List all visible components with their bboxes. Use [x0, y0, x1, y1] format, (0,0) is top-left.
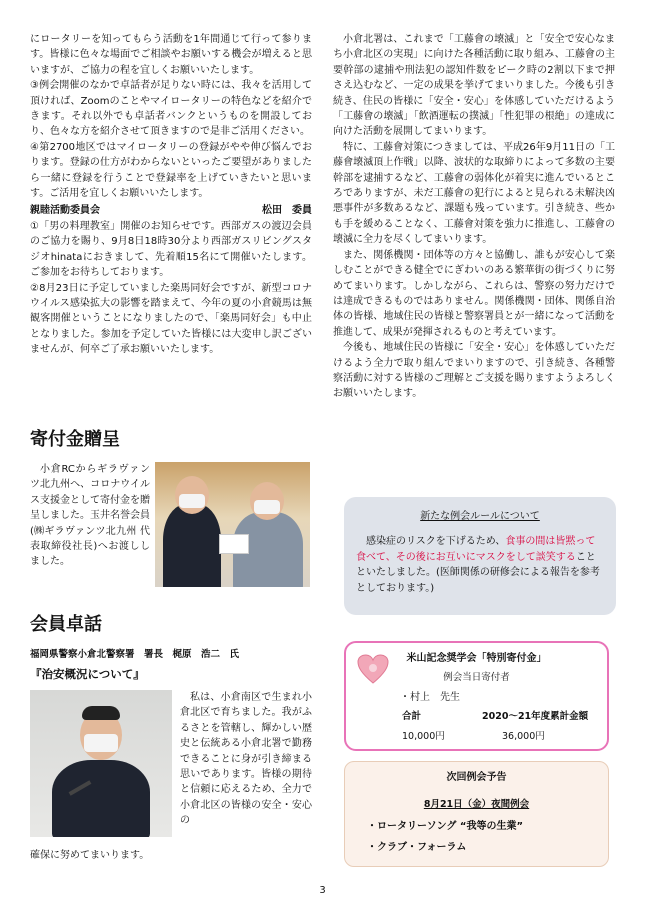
donation-text: 小倉RCからギラヴァンツ北九州へ、コロナウイルス支援金として寄付金を贈呈しました。玉井名誉会員(㈱ギラヴァンツ北九州 代表取締役社長)へお渡ししました。 [30, 464, 150, 568]
mask-left [179, 494, 205, 508]
donation-heading: 寄付金贈呈 [30, 429, 120, 450]
friendship-paragraph-1: ①「男の料理教室」開催のお知らせです。西部ガスの渡辺会員のご協力を賜り、9月8日18時30分より西部ガスリビングスタジオhinataにおきまして、先着順15名にて開催いたします。ご参加をお待ちしております。 [30, 220, 312, 279]
notice-text-after: ことといたしました。(医師関係の研修会による報告を参考としております。) [356, 551, 600, 594]
mask-right [254, 500, 280, 514]
talk-heading: 会員卓話 [30, 614, 102, 635]
next-meeting-box [344, 761, 609, 867]
page-number: 3 [319, 885, 326, 896]
next-meeting-date: 8月21日（金）夜間例会 [423, 799, 530, 811]
speaker-body [52, 760, 150, 837]
talk-text-after-block [30, 848, 312, 863]
right-paragraph-2: 特に、工藤會対策につきましては、平成26年9月11日の「工藤會壊滅頂上作戦」以降、波状的な取締りによって多数の主要幹部を逮捕するなど、工藤會の弱体化が着実に進んでいるところでありますが、未だ工藤會の犯行によると見られる未解決凶悪事件が多数あるなど、課題も残っています。引き続き、些かも手を緩めることなく、工藤會対策を強力に推進し、工藤會の壊滅に全力を尽くしてまいります。 [333, 141, 615, 246]
fund-total-label: 合計 [402, 711, 422, 723]
friendship-committee-title: 親睦活動委員会 [30, 205, 100, 217]
right-paragraph-1: 小倉北署は、これまで「工藤會の壊滅」と「安全で安心なまち小倉北区の実現」に向けた各種活動に取り組み、工藤會の主要幹部の逮捕や刑法犯の認知件数をピーク時の2割以下まで押さえ込むなど、一定の成果を挙げてまいりました。今後も引き続き、住民の皆様に「安全・安心」を体感していただけるよう「工藤會の壊滅」「飲酒運転の撲滅」「性犯罪の根絶」の達成に向けた活動を展開してまいります。 [333, 34, 615, 138]
yoneyama-fund-box [344, 641, 609, 751]
friendship-committee-person: 松田 委員 [262, 205, 312, 217]
heart-icon [356, 653, 390, 687]
person-left [163, 504, 221, 587]
next-meeting-title: 次回例会予告 [446, 772, 507, 783]
notice-text-before: 感染症のリスクを下げるため、 [366, 536, 506, 548]
notice-body [356, 534, 604, 596]
intro-paragraph-2: ③例会開催のなかで卓話者が足りない時には、我々を活用して頂ければ、Zoomのことやマイロータリーの特色などを紹介できます。それ以外でも卓話者バンクというものを開設しており、色々な方を紹介させて頂きますので是非ご活用ください。 [30, 80, 312, 138]
fund-cumulative-label: 2020～21年度累計金額 [482, 711, 589, 723]
fund-donor: ・村上 先生 [400, 691, 460, 703]
fund-subtitle: 例会当日寄付者 [443, 672, 510, 684]
fund-cumulative-value: 36,000円 [502, 730, 545, 742]
speaker-mask [84, 734, 118, 752]
speaker-photo [30, 690, 172, 837]
right-column [333, 32, 615, 402]
notice-title: 新たな例会ルールについて [420, 511, 540, 522]
next-meeting-item-1: ・ロータリーソング “我等の生業” [367, 820, 524, 832]
right-paragraph-4: 今後も、地域住民の皆様に「安全・安心」を体感していただけるよう全力で取り組んでまいりますので、引き続き、各種警察活動に対する皆様のご理解とご支援を賜りますようよろしくお願いいたします。 [333, 342, 615, 400]
intro-paragraph-1: にロータリーを知ってもらう活動を1年間通じて行って参ります。皆様に色々な場面でご相談やお願いする機会が増えると思いますが、ご協力の程を宜しくお願いいたします。 [30, 34, 312, 76]
fund-title: 米山記念奨学会「特別寄付金」 [406, 653, 547, 664]
next-meeting-item-2: ・クラブ・フォーラム [367, 842, 467, 854]
meeting-rule-notice [344, 497, 616, 615]
talk-title: 『治安概況について』 [30, 667, 145, 681]
right-paragraph-3: また、関係機関・団体等の方々と協働し、誰もが安心して楽しむことができる健全でにぎわいのある繁華街の街づくりに努めてまいります。しかしながら、これらは、警察の努力だけでは達成できるものではありません。関係機関・団体、関係自治体の皆様、地域住民の皆様と警察署員とが一緒になって活動を推進して、成果が発揮されるものと考えています。 [333, 249, 615, 338]
donation-text-block [30, 462, 150, 570]
talk-text-beside: 私は、小倉南区で生まれ小倉北区で育ちました。我がふるさとを管轄し、輝かしい歴史と伝統ある小倉北署で勤務できることに身が引き締まる思いであります。皆様の期待と信頼に応えるため、全力で小倉北区の皆様の安全・安心の [180, 692, 312, 827]
talk-text-after: 確保に努めてまいります。 [30, 850, 150, 861]
friendship-committee-header [30, 203, 312, 218]
speaker-hair [82, 706, 120, 720]
friendship-paragraph-2: ②8月23日に予定していました楽馬同好会ですが、新型コロナウイルス感染拡大の影響を踏まえて、今年の夏の小倉競馬は無観客開催ということになりましたので、「楽馬同好会」も中止となりました。参加を予定していた皆様には大変申し訳ございませんが、何卒ご了承お願いいたします。 [30, 282, 312, 356]
fund-total-value: 10,000円 [402, 730, 445, 742]
envelope [219, 534, 249, 554]
notice-text-red: 食事の間は皆黙って食べて、その後にお互いにマスクをして談笑する [356, 536, 596, 563]
left-column [30, 32, 312, 358]
intro-paragraph-3: ④第2700地区ではマイロータリーの登録がやや伸び悩んでおります。登録の仕方がわからないといったご要望がありましたら一緒に登録を行うことで登録率を上げていきたいと思います。ご活用を宜しくお願いいたします。 [30, 141, 312, 200]
fund-labels-row [402, 709, 597, 724]
fund-values-row [402, 729, 597, 744]
talk-speaker: 福岡県警察小倉北警察署 署長 梶原 浩二 氏 [30, 649, 240, 660]
talk-text-block [180, 690, 312, 829]
donation-photo [155, 462, 310, 587]
